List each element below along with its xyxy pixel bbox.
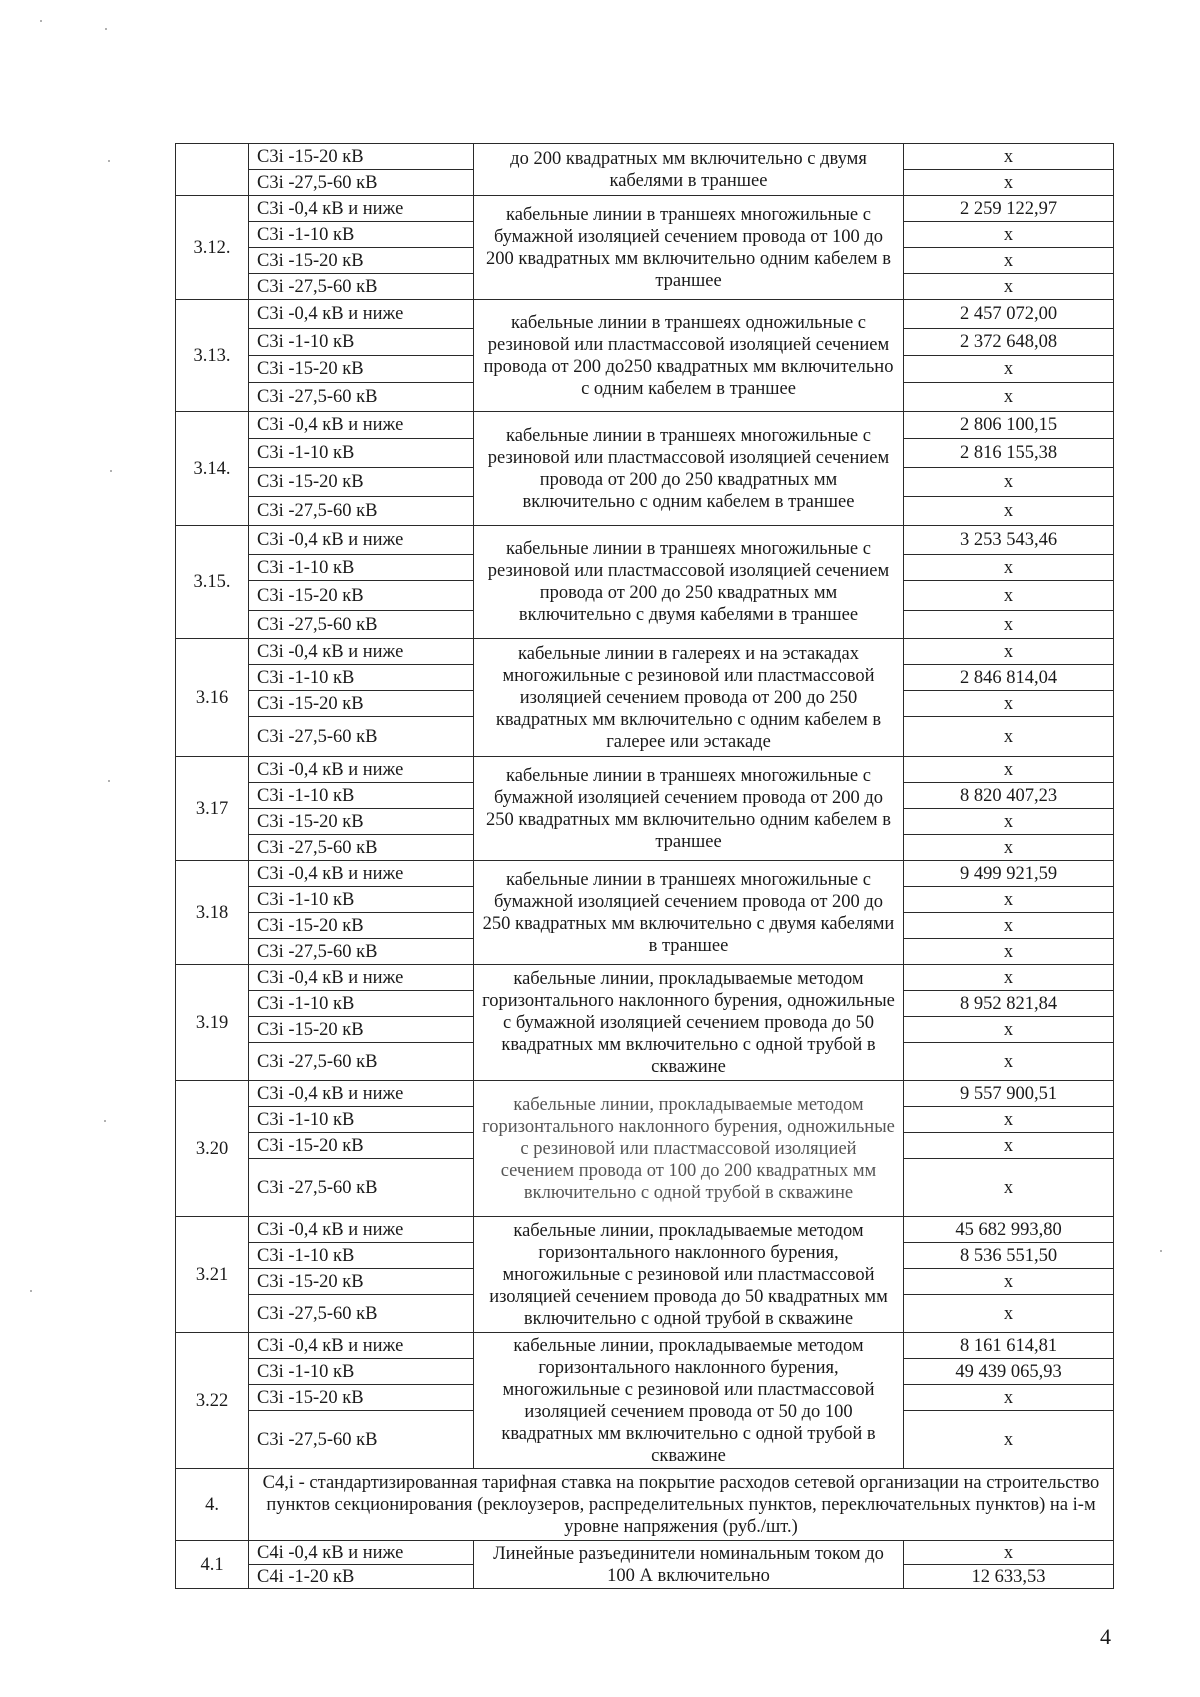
rate-value: x	[904, 965, 1114, 991]
voltage-level: С3i -27,5-60 кВ	[249, 835, 474, 861]
rate-value: x	[904, 1295, 1114, 1333]
voltage-level: С3i -15-20 кВ	[249, 1385, 474, 1411]
voltage-level: С3i -1-10 кВ	[249, 1359, 474, 1385]
line-description: кабельные линии в траншеях многожильные с резиновой или пластмассовой изоляцией сечением провода от 200 до 250 квадратных мм включительно с одним кабелем в траншее	[474, 412, 904, 526]
scan-speck	[108, 780, 110, 782]
voltage-level: С3i -0,4 кВ и ниже	[249, 412, 474, 439]
rate-value: x	[904, 497, 1114, 526]
voltage-level: С3i -27,5-60 кВ	[249, 1295, 474, 1333]
voltage-level: С3i -15-20 кВ	[249, 248, 474, 274]
row-number	[176, 144, 249, 196]
rate-value: x	[904, 144, 1114, 170]
voltage-level: С3i -0,4 кВ и ниже	[249, 526, 474, 555]
voltage-level: С4i -1-20 кВ	[249, 1565, 474, 1589]
rate-value: x	[904, 639, 1114, 665]
rate-value: 2 372 648,08	[904, 329, 1114, 356]
voltage-level: С3i -15-20 кВ	[249, 1133, 474, 1159]
line-description: Линейные разъединители номинальным током до 100 А включительно	[474, 1541, 904, 1589]
table-row	[176, 526, 1114, 555]
rate-value: x	[904, 468, 1114, 497]
voltage-level: С3i -15-20 кВ	[249, 691, 474, 717]
rate-value: x	[904, 274, 1114, 300]
voltage-level: С3i -27,5-60 кВ	[249, 611, 474, 639]
voltage-level: С3i -1-10 кВ	[249, 1107, 474, 1133]
row-number: 3.20	[176, 1081, 249, 1217]
scan-speck	[40, 20, 42, 22]
voltage-level: С3i -27,5-60 кВ	[249, 383, 474, 412]
voltage-level: С3i -15-20 кВ	[249, 1017, 474, 1043]
rate-value: 2 806 100,15	[904, 412, 1114, 439]
scan-speck	[30, 1290, 32, 1292]
rate-value: x	[904, 1541, 1114, 1565]
row-number: 3.18	[176, 861, 249, 965]
voltage-level: С3i -15-20 кВ	[249, 581, 474, 611]
rate-value: x	[904, 1043, 1114, 1081]
scan-speck	[104, 1120, 106, 1122]
rate-value: x	[904, 222, 1114, 248]
rate-value: x	[904, 356, 1114, 383]
rate-value: 2 846 814,04	[904, 665, 1114, 691]
rate-value: 45 682 993,80	[904, 1217, 1114, 1243]
scan-speck	[1160, 1250, 1162, 1252]
line-description: кабельные линии, прокладываемые методом горизонтального наклонного бурения, одножильные с бумажной изоляцией сечением провода до 50 квадратных мм включительно с одной трубой в скважине	[474, 965, 904, 1081]
voltage-level: С3i -27,5-60 кВ	[249, 274, 474, 300]
rate-value: x	[904, 1017, 1114, 1043]
table-row	[176, 1541, 1114, 1565]
voltage-level: С3i -0,4 кВ и ниже	[249, 965, 474, 991]
page-number: 4	[1100, 1624, 1111, 1649]
scan-speck	[105, 28, 107, 30]
rate-value: x	[904, 248, 1114, 274]
line-description: кабельные линии в траншеях многожильные с бумажной изоляцией сечением провода от 200 до 250 квадратных мм включительно с двумя кабелями в траншее	[474, 861, 904, 965]
voltage-level: С3i -27,5-60 кВ	[249, 939, 474, 965]
rate-value: 8 820 407,23	[904, 783, 1114, 809]
voltage-level: С3i -0,4 кВ и ниже	[249, 1081, 474, 1107]
voltage-level: С3i -27,5-60 кВ	[249, 717, 474, 757]
voltage-level: С3i -0,4 кВ и ниже	[249, 1217, 474, 1243]
voltage-level: С3i -1-10 кВ	[249, 329, 474, 356]
section-number: 4.	[176, 1469, 249, 1541]
voltage-level: С3i -1-10 кВ	[249, 439, 474, 468]
rate-value: 12 633,53	[904, 1565, 1114, 1589]
rate-value: x	[904, 1385, 1114, 1411]
rate-value: 2 816 155,38	[904, 439, 1114, 468]
voltage-level: С3i -1-10 кВ	[249, 222, 474, 248]
voltage-level: С3i -0,4 кВ и ниже	[249, 1333, 474, 1359]
table-row	[176, 196, 1114, 222]
voltage-level: С3i -0,4 кВ и ниже	[249, 639, 474, 665]
voltage-level: С3i -1-10 кВ	[249, 1243, 474, 1269]
rate-value: x	[904, 170, 1114, 196]
section-title: С4,i - стандартизированная тарифная ставка на покрытие расходов сетевой организации на строительство пунктов секционирования (реклоузеров, распределительных пунктов, переключательных пунктов) на i-м уровне напряжения (руб./шт.)	[249, 1469, 1114, 1541]
rate-value: x	[904, 611, 1114, 639]
rate-value: x	[904, 581, 1114, 611]
rate-value: 8 536 551,50	[904, 1243, 1114, 1269]
table-row	[176, 412, 1114, 439]
voltage-level: С3i -1-10 кВ	[249, 991, 474, 1017]
voltage-level: С3i -15-20 кВ	[249, 1269, 474, 1295]
voltage-level: С3i -27,5-60 кВ	[249, 1411, 474, 1469]
line-description: кабельные линии в траншеях многожильные с бумажной изоляцией сечением провода от 100 до 200 квадратных мм включительно одним кабелем в траншее	[474, 196, 904, 300]
scan-speck	[108, 160, 110, 162]
line-description: до 200 квадратных мм включительно с двумя кабелями в траншее	[474, 144, 904, 196]
table-row	[176, 965, 1114, 991]
rate-value: x	[904, 691, 1114, 717]
row-number: 3.15.	[176, 526, 249, 639]
table-row	[176, 1217, 1114, 1243]
line-description: кабельные линии в галереях и на эстакадах многожильные с резиновой или пластмассовой изоляцией сечением провода от 200 до 250 квадратных мм включительно с одним кабелем в галерее или эстакаде	[474, 639, 904, 757]
rate-value: x	[904, 1269, 1114, 1295]
scan-speck	[110, 470, 112, 472]
voltage-level: С3i -1-10 кВ	[249, 887, 474, 913]
rate-value: x	[904, 1411, 1114, 1469]
rate-value: x	[904, 939, 1114, 965]
rate-value: x	[904, 555, 1114, 581]
rate-value: 8 952 821,84	[904, 991, 1114, 1017]
line-description: кабельные линии, прокладываемые методом горизонтального наклонного бурения, многожильные с резиновой или пластмассовой изоляцией сечением провода от 50 до 100 квадратных мм включительно с одной трубой в скважине	[474, 1333, 904, 1469]
rate-value: x	[904, 757, 1114, 783]
voltage-level: С3i -15-20 кВ	[249, 809, 474, 835]
rate-value: x	[904, 717, 1114, 757]
voltage-level: С3i -0,4 кВ и ниже	[249, 300, 474, 329]
row-number: 3.16	[176, 639, 249, 757]
voltage-level: С3i -1-10 кВ	[249, 555, 474, 581]
rate-value: 2 259 122,97	[904, 196, 1114, 222]
rate-value: x	[904, 383, 1114, 412]
rate-value: x	[904, 1107, 1114, 1133]
row-number: 4.1	[176, 1541, 249, 1589]
voltage-level: С3i -0,4 кВ и ниже	[249, 196, 474, 222]
rate-value: 3 253 543,46	[904, 526, 1114, 555]
rate-value: 9 499 921,59	[904, 861, 1114, 887]
row-number: 3.19	[176, 965, 249, 1081]
rate-value: x	[904, 835, 1114, 861]
row-number: 3.21	[176, 1217, 249, 1333]
rate-value: x	[904, 887, 1114, 913]
rate-value: 8 161 614,81	[904, 1333, 1114, 1359]
rate-value: x	[904, 809, 1114, 835]
voltage-level: С3i -15-20 кВ	[249, 144, 474, 170]
row-number: 3.17	[176, 757, 249, 861]
section-header-row	[176, 1469, 1114, 1541]
table-row	[176, 144, 1114, 170]
table-row	[176, 639, 1114, 665]
voltage-level: С3i -27,5-60 кВ	[249, 170, 474, 196]
row-number: 3.14.	[176, 412, 249, 526]
voltage-level: С3i -27,5-60 кВ	[249, 1043, 474, 1081]
voltage-level: С3i -15-20 кВ	[249, 913, 474, 939]
rate-value: x	[904, 1159, 1114, 1217]
row-number: 3.22	[176, 1333, 249, 1469]
voltage-level: С4i -0,4 кВ и ниже	[249, 1541, 474, 1565]
row-number: 3.12.	[176, 196, 249, 300]
line-description: кабельные линии, прокладываемые методом горизонтального наклонного бурения, одножильные с резиновой или пластмассовой изоляцией сечением провода от 100 до 200 квадратных мм включительно с одной трубой в скважине	[474, 1081, 904, 1217]
rate-value: 2 457 072,00	[904, 300, 1114, 329]
voltage-level: С3i -27,5-60 кВ	[249, 1159, 474, 1217]
tariff-table	[175, 143, 1114, 1589]
row-number: 3.13.	[176, 300, 249, 412]
rate-value: x	[904, 913, 1114, 939]
line-description: кабельные линии в траншеях многожильные с бумажной изоляцией сечением провода от 200 до 250 квадратных мм включительно одним кабелем в траншее	[474, 757, 904, 861]
voltage-level: С3i -27,5-60 кВ	[249, 497, 474, 526]
rate-value: 49 439 065,93	[904, 1359, 1114, 1385]
rate-value: x	[904, 1133, 1114, 1159]
line-description: кабельные линии в траншеях многожильные с резиновой или пластмассовой изоляцией сечением провода от 200 до 250 квадратных мм включительно с двумя кабелями в траншее	[474, 526, 904, 639]
table-row	[176, 1333, 1114, 1359]
voltage-level: С3i -1-10 кВ	[249, 665, 474, 691]
table-row	[176, 757, 1114, 783]
voltage-level: С3i -15-20 кВ	[249, 468, 474, 497]
voltage-level: С3i -1-10 кВ	[249, 783, 474, 809]
table-row	[176, 1081, 1114, 1107]
line-description: кабельные линии в траншеях одножильные с резиновой или пластмассовой изоляцией сечением провода от 200 до250 квадратных мм включительно с одним кабелем в траншее	[474, 300, 904, 412]
voltage-level: С3i -0,4 кВ и ниже	[249, 757, 474, 783]
table-row	[176, 861, 1114, 887]
voltage-level: С3i -0,4 кВ и ниже	[249, 861, 474, 887]
table-row	[176, 300, 1114, 329]
line-description: кабельные линии, прокладываемые методом горизонтального наклонного бурения, многожильные с резиновой или пластмассовой изоляцией сечением провода до 50 квадратных мм включительно с одной трубой в скважине	[474, 1217, 904, 1333]
voltage-level: С3i -15-20 кВ	[249, 356, 474, 383]
rate-value: 9 557 900,51	[904, 1081, 1114, 1107]
